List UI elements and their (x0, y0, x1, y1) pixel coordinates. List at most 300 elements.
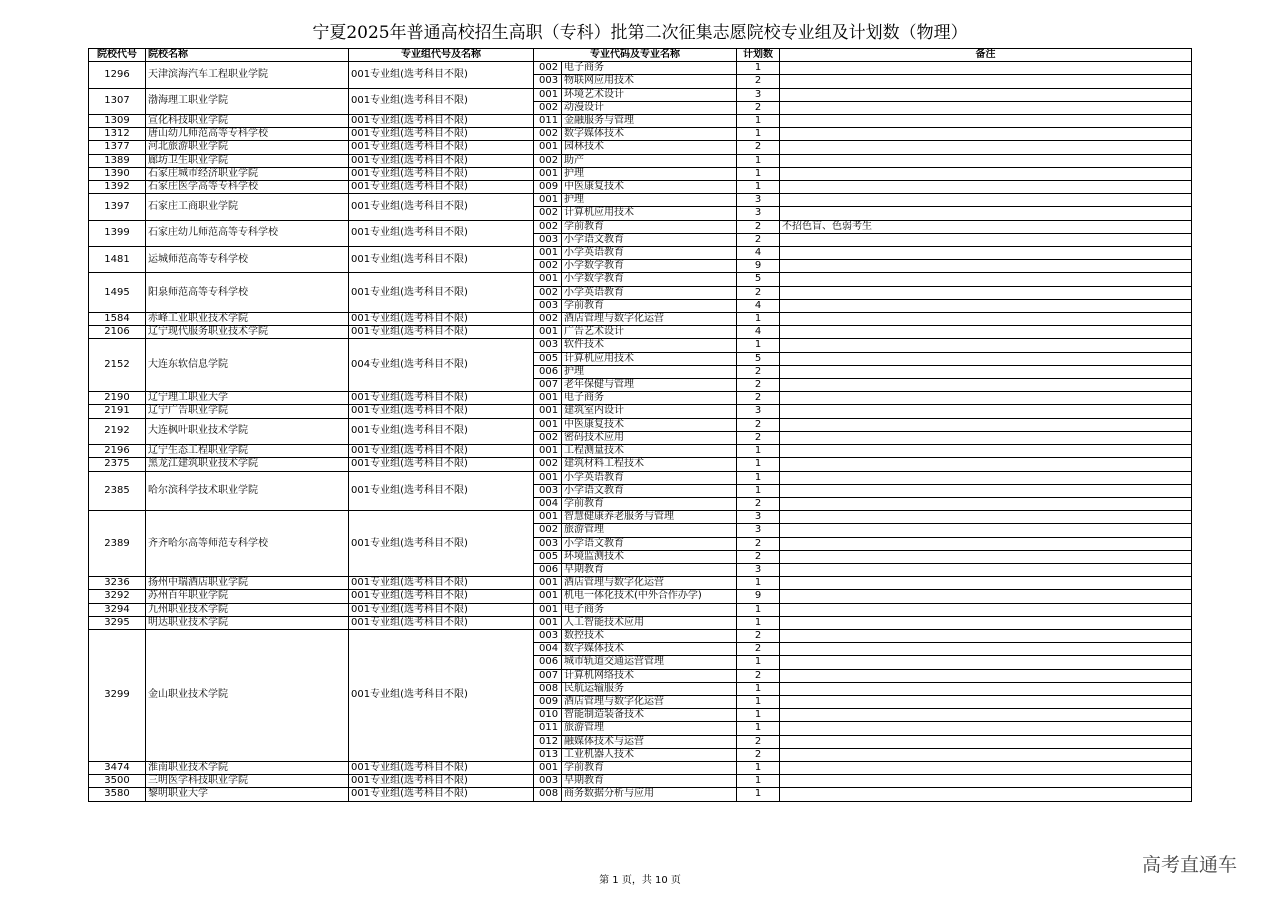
plan-count-cell: 2 (737, 101, 780, 114)
plan-count-cell: 1 (737, 682, 780, 695)
major-name-cell: 数字媒体技术 (562, 128, 737, 141)
plan-count-cell: 2 (737, 669, 780, 682)
note-cell (780, 537, 1192, 550)
school-code-cell: 1296 (89, 62, 146, 88)
school-name-cell: 石家庄医学高等专科学校 (146, 181, 349, 194)
group-cell: 001专业组(选考科目不限) (349, 220, 534, 246)
group-cell: 001专业组(选考科目不限) (349, 577, 534, 590)
note-cell (780, 101, 1192, 114)
major-code-cell: 001 (534, 418, 562, 431)
group-cell: 001专业组(选考科目不限) (349, 603, 534, 616)
plan-count-cell: 2 (737, 497, 780, 510)
group-cell: 001专业组(选考科目不限) (349, 392, 534, 405)
school-code-cell: 3292 (89, 590, 146, 603)
plan-count-cell: 2 (737, 748, 780, 761)
table-row (89, 511, 1192, 524)
school-name-cell: 淮南职业技术学院 (146, 761, 349, 774)
note-cell (780, 669, 1192, 682)
table-row (89, 603, 1192, 616)
page-title: 宁夏2025年普通高校招生高职（专科）批第二次征集志愿院校专业组及计划数（物理） (312, 23, 968, 43)
major-name-cell: 广告艺术设计 (562, 326, 737, 339)
note-cell (780, 181, 1192, 194)
major-name-cell: 小学英语教育 (562, 286, 737, 299)
major-code-cell: 003 (534, 775, 562, 788)
table-row (89, 471, 1192, 484)
school-code-cell: 1392 (89, 181, 146, 194)
school-code-cell: 3236 (89, 577, 146, 590)
major-code-cell: 002 (534, 101, 562, 114)
major-name-cell: 工程测量技术 (562, 445, 737, 458)
major-code-cell: 001 (534, 88, 562, 101)
table-row (89, 590, 1192, 603)
note-cell (780, 260, 1192, 273)
plan-count-cell: 1 (737, 788, 780, 801)
major-code-cell: 001 (534, 761, 562, 774)
major-code-cell: 013 (534, 748, 562, 761)
major-code-cell: 001 (534, 273, 562, 286)
school-name-cell: 河北旅游职业学院 (146, 141, 349, 154)
plan-count-cell: 4 (737, 247, 780, 260)
plan-count-cell: 1 (737, 313, 780, 326)
plan-count-cell: 2 (737, 379, 780, 392)
major-code-cell: 003 (534, 629, 562, 642)
note-cell (780, 207, 1192, 220)
header-school-name: 院校名称 (146, 49, 349, 62)
header-note: 备注 (780, 49, 1192, 62)
major-name-cell: 小学英语教育 (562, 471, 737, 484)
group-cell: 001专业组(选考科目不限) (349, 761, 534, 774)
group-cell: 001专业组(选考科目不限) (349, 445, 534, 458)
school-code-cell: 1399 (89, 220, 146, 246)
table-row (89, 167, 1192, 180)
major-name-cell: 早期教育 (562, 775, 737, 788)
note-cell (780, 788, 1192, 801)
table-row (89, 629, 1192, 642)
plan-count-cell: 1 (737, 154, 780, 167)
group-cell: 001专业组(选考科目不限) (349, 458, 534, 471)
note-cell (780, 154, 1192, 167)
plan-count-cell: 2 (737, 220, 780, 233)
school-name-cell: 大连东软信息学院 (146, 339, 349, 392)
major-name-cell: 小学英语教育 (562, 247, 737, 260)
major-name-cell: 密码技术应用 (562, 431, 737, 444)
plan-count-cell: 1 (737, 656, 780, 669)
major-name-cell: 学前教育 (562, 220, 737, 233)
major-code-cell: 005 (534, 352, 562, 365)
major-name-cell: 环境监测技术 (562, 550, 737, 563)
table-row (89, 405, 1192, 418)
major-code-cell: 002 (534, 524, 562, 537)
table-row (89, 761, 1192, 774)
plan-count-cell: 1 (737, 471, 780, 484)
school-code-cell: 3500 (89, 775, 146, 788)
major-name-cell: 旅游管理 (562, 722, 737, 735)
group-cell: 001专业组(选考科目不限) (349, 616, 534, 629)
group-cell: 001专业组(选考科目不限) (349, 128, 534, 141)
school-name-cell: 黎明职业大学 (146, 788, 349, 801)
note-cell (780, 616, 1192, 629)
major-code-cell: 011 (534, 722, 562, 735)
school-name-cell: 扬州中瑞酒店职业学院 (146, 577, 349, 590)
note-cell (780, 761, 1192, 774)
school-code-cell: 2389 (89, 511, 146, 577)
plan-count-cell: 5 (737, 273, 780, 286)
major-code-cell: 002 (534, 260, 562, 273)
school-name-cell: 辽宁广告职业学院 (146, 405, 349, 418)
major-code-cell: 001 (534, 141, 562, 154)
plan-count-cell: 1 (737, 577, 780, 590)
table-row (89, 775, 1192, 788)
group-cell: 001专业组(选考科目不限) (349, 313, 534, 326)
major-code-cell: 009 (534, 181, 562, 194)
major-code-cell: 002 (534, 154, 562, 167)
plan-count-cell: 1 (737, 445, 780, 458)
major-code-cell: 001 (534, 616, 562, 629)
note-cell (780, 352, 1192, 365)
major-name-cell: 老年保健与管理 (562, 379, 737, 392)
note-cell (780, 405, 1192, 418)
major-name-cell: 金融服务与管理 (562, 115, 737, 128)
plan-count-cell: 2 (737, 75, 780, 88)
plan-count-cell: 2 (737, 629, 780, 642)
school-name-cell: 赤峰工业职业技术学院 (146, 313, 349, 326)
plan-count-cell: 1 (737, 128, 780, 141)
major-name-cell: 酒店管理与数字化运营 (562, 577, 737, 590)
note-cell (780, 695, 1192, 708)
major-code-cell: 001 (534, 247, 562, 260)
note-cell (780, 379, 1192, 392)
major-name-cell: 小学数学教育 (562, 260, 737, 273)
major-name-cell: 小学语文教育 (562, 484, 737, 497)
note-cell (780, 603, 1192, 616)
school-name-cell: 三明医学科技职业学院 (146, 775, 349, 788)
note-cell (780, 590, 1192, 603)
school-code-cell: 1307 (89, 88, 146, 114)
school-name-cell: 运城师范高等专科学校 (146, 247, 349, 273)
group-cell: 001专业组(选考科目不限) (349, 405, 534, 418)
major-code-cell: 006 (534, 563, 562, 576)
group-cell: 001专业组(选考科目不限) (349, 629, 534, 761)
school-code-cell: 2152 (89, 339, 146, 392)
table-row (89, 458, 1192, 471)
table-row (89, 181, 1192, 194)
major-name-cell: 动漫设计 (562, 101, 737, 114)
plan-count-cell: 2 (737, 392, 780, 405)
note-cell (780, 62, 1192, 75)
table-row (89, 788, 1192, 801)
school-code-cell: 3299 (89, 629, 146, 761)
major-name-cell: 旅游管理 (562, 524, 737, 537)
group-cell: 001专业组(选考科目不限) (349, 326, 534, 339)
major-name-cell: 电子商务 (562, 392, 737, 405)
group-cell: 001专业组(选考科目不限) (349, 788, 534, 801)
major-name-cell: 小学数学教育 (562, 273, 737, 286)
major-name-cell: 早期教育 (562, 563, 737, 576)
plan-count-cell: 3 (737, 207, 780, 220)
major-name-cell: 智能制造装备技术 (562, 709, 737, 722)
plan-count-cell: 3 (737, 524, 780, 537)
major-name-cell: 护理 (562, 194, 737, 207)
note-cell (780, 709, 1192, 722)
note-cell (780, 365, 1192, 378)
group-cell: 001专业组(选考科目不限) (349, 141, 534, 154)
school-code-cell: 2192 (89, 418, 146, 444)
major-code-cell: 003 (534, 484, 562, 497)
group-cell: 001专业组(选考科目不限) (349, 418, 534, 444)
major-code-cell: 001 (534, 167, 562, 180)
major-name-cell: 电子商务 (562, 62, 737, 75)
note-cell (780, 629, 1192, 642)
group-cell: 001专业组(选考科目不限) (349, 181, 534, 194)
major-code-cell: 006 (534, 365, 562, 378)
note-cell (780, 339, 1192, 352)
note-cell (780, 286, 1192, 299)
plan-count-cell: 1 (737, 181, 780, 194)
major-code-cell: 001 (534, 326, 562, 339)
major-name-cell: 数字媒体技术 (562, 643, 737, 656)
major-code-cell: 008 (534, 788, 562, 801)
school-code-cell: 1495 (89, 273, 146, 313)
plan-count-cell: 2 (737, 418, 780, 431)
major-code-cell: 005 (534, 550, 562, 563)
major-name-cell: 学前教育 (562, 761, 737, 774)
note-cell (780, 75, 1192, 88)
group-cell: 001专业组(选考科目不限) (349, 194, 534, 220)
school-code-cell: 1389 (89, 154, 146, 167)
table-row (89, 445, 1192, 458)
group-cell: 001专业组(选考科目不限) (349, 167, 534, 180)
table-row (89, 339, 1192, 352)
note-cell (780, 313, 1192, 326)
note-cell (780, 643, 1192, 656)
major-code-cell: 001 (534, 445, 562, 458)
school-name-cell: 廊坊卫生职业学院 (146, 154, 349, 167)
note-cell (780, 656, 1192, 669)
note-cell (780, 273, 1192, 286)
major-name-cell: 小学语文教育 (562, 233, 737, 246)
school-name-cell: 苏州百年职业学院 (146, 590, 349, 603)
major-name-cell: 工业机器人技术 (562, 748, 737, 761)
table-row (89, 577, 1192, 590)
major-code-cell: 003 (534, 339, 562, 352)
note-cell (780, 299, 1192, 312)
plan-count-cell: 2 (737, 233, 780, 246)
plan-count-cell: 3 (737, 511, 780, 524)
school-name-cell: 阳泉师范高等专科学校 (146, 273, 349, 313)
table-row (89, 247, 1192, 260)
school-name-cell: 辽宁现代服务职业技术学院 (146, 326, 349, 339)
watermark-logo: 高考直通车 (1142, 854, 1238, 876)
plan-count-cell: 2 (737, 365, 780, 378)
major-code-cell: 002 (534, 128, 562, 141)
major-code-cell: 003 (534, 75, 562, 88)
table-row (89, 273, 1192, 286)
note-cell (780, 326, 1192, 339)
header-plan-count: 计划数 (737, 49, 780, 62)
note-cell (780, 247, 1192, 260)
school-code-cell: 1377 (89, 141, 146, 154)
major-name-cell: 护理 (562, 167, 737, 180)
plan-count-cell: 3 (737, 405, 780, 418)
major-code-cell: 011 (534, 115, 562, 128)
major-name-cell: 城市轨道交通运营管理 (562, 656, 737, 669)
table-header-row (89, 49, 1192, 62)
major-name-cell: 学前教育 (562, 497, 737, 510)
school-code-cell: 1390 (89, 167, 146, 180)
note-cell (780, 563, 1192, 576)
header-group: 专业组代号及名称 (349, 49, 534, 62)
note-cell (780, 682, 1192, 695)
plan-count-cell: 5 (737, 352, 780, 365)
school-code-cell: 2190 (89, 392, 146, 405)
school-name-cell: 明达职业技术学院 (146, 616, 349, 629)
school-code-cell: 1481 (89, 247, 146, 273)
major-name-cell: 民航运输服务 (562, 682, 737, 695)
plan-count-cell: 2 (737, 141, 780, 154)
school-name-cell: 宣化科技职业学院 (146, 115, 349, 128)
plan-count-cell: 2 (737, 537, 780, 550)
plan-count-cell: 3 (737, 194, 780, 207)
school-name-cell: 渤海理工职业学院 (146, 88, 349, 114)
note-cell (780, 497, 1192, 510)
major-code-cell: 003 (534, 299, 562, 312)
major-name-cell: 计算机应用技术 (562, 352, 737, 365)
header-school-code: 院校代号 (89, 49, 146, 62)
major-code-cell: 001 (534, 603, 562, 616)
major-code-cell: 002 (534, 458, 562, 471)
school-name-cell: 唐山幼儿师范高等专科学校 (146, 128, 349, 141)
major-name-cell: 智慧健康养老服务与管理 (562, 511, 737, 524)
major-code-cell: 007 (534, 379, 562, 392)
major-name-cell: 建筑室内设计 (562, 405, 737, 418)
school-name-cell: 天津滨海汽车工程职业学院 (146, 62, 349, 88)
note-cell (780, 233, 1192, 246)
group-cell: 001专业组(选考科目不限) (349, 62, 534, 88)
school-code-cell: 1584 (89, 313, 146, 326)
major-name-cell: 学前教育 (562, 299, 737, 312)
plan-count-cell: 1 (737, 62, 780, 75)
major-name-cell: 助产 (562, 154, 737, 167)
school-code-cell: 2106 (89, 326, 146, 339)
major-name-cell: 环境艺术设计 (562, 88, 737, 101)
major-code-cell: 002 (534, 313, 562, 326)
school-name-cell: 石家庄城市经济职业学院 (146, 167, 349, 180)
school-code-cell: 2191 (89, 405, 146, 418)
major-code-cell: 006 (534, 656, 562, 669)
note-cell (780, 115, 1192, 128)
school-code-cell: 3580 (89, 788, 146, 801)
major-code-cell: 001 (534, 511, 562, 524)
major-code-cell: 002 (534, 286, 562, 299)
note-cell (780, 748, 1192, 761)
note-cell (780, 88, 1192, 101)
plan-count-cell: 2 (737, 431, 780, 444)
plan-count-cell: 4 (737, 299, 780, 312)
school-name-cell: 石家庄工商职业学院 (146, 194, 349, 220)
table-row (89, 418, 1192, 431)
note-cell (780, 471, 1192, 484)
page-footer: 第 1 页，共 10 页 (599, 875, 681, 886)
note-cell (780, 167, 1192, 180)
major-code-cell: 008 (534, 682, 562, 695)
note-cell (780, 524, 1192, 537)
group-cell: 001专业组(选考科目不限) (349, 154, 534, 167)
table-row (89, 313, 1192, 326)
major-code-cell: 010 (534, 709, 562, 722)
note-cell (780, 722, 1192, 735)
major-code-cell: 001 (534, 590, 562, 603)
note-cell (780, 458, 1192, 471)
table-row (89, 220, 1192, 233)
group-cell: 001专业组(选考科目不限) (349, 115, 534, 128)
major-code-cell: 002 (534, 62, 562, 75)
note-cell (780, 194, 1192, 207)
school-code-cell: 1397 (89, 194, 146, 220)
note-cell (780, 511, 1192, 524)
note-cell (780, 128, 1192, 141)
school-code-cell: 2385 (89, 471, 146, 511)
major-name-cell: 计算机应用技术 (562, 207, 737, 220)
group-cell: 004专业组(选考科目不限) (349, 339, 534, 392)
plan-count-cell: 1 (737, 484, 780, 497)
enrollment-plan-table (88, 48, 1192, 802)
major-name-cell: 护理 (562, 365, 737, 378)
note-cell (780, 550, 1192, 563)
school-code-cell: 2196 (89, 445, 146, 458)
school-code-cell: 1309 (89, 115, 146, 128)
table-row (89, 128, 1192, 141)
plan-count-cell: 1 (737, 709, 780, 722)
school-name-cell: 辽宁理工职业大学 (146, 392, 349, 405)
major-code-cell: 003 (534, 233, 562, 246)
major-name-cell: 中医康复技术 (562, 181, 737, 194)
major-name-cell: 商务数据分析与应用 (562, 788, 737, 801)
note-cell (780, 484, 1192, 497)
plan-count-cell: 3 (737, 88, 780, 101)
major-name-cell: 中医康复技术 (562, 418, 737, 431)
plan-count-cell: 1 (737, 458, 780, 471)
note-cell (780, 735, 1192, 748)
group-cell: 001专业组(选考科目不限) (349, 88, 534, 114)
table-row (89, 88, 1192, 101)
plan-count-cell: 1 (737, 603, 780, 616)
major-name-cell: 机电一体化技术(中外合作办学) (562, 590, 737, 603)
major-code-cell: 001 (534, 577, 562, 590)
major-name-cell: 酒店管理与数字化运营 (562, 695, 737, 708)
plan-count-cell: 1 (737, 695, 780, 708)
group-cell: 001专业组(选考科目不限) (349, 590, 534, 603)
table-row (89, 392, 1192, 405)
school-code-cell: 3295 (89, 616, 146, 629)
plan-count-cell: 1 (737, 167, 780, 180)
major-name-cell: 物联网应用技术 (562, 75, 737, 88)
school-name-cell: 齐齐哈尔高等师范专科学校 (146, 511, 349, 577)
plan-count-cell: 1 (737, 722, 780, 735)
table-row (89, 616, 1192, 629)
header-major: 专业代码及专业名称 (534, 49, 737, 62)
school-name-cell: 哈尔滨科学技术职业学院 (146, 471, 349, 511)
plan-count-cell: 1 (737, 339, 780, 352)
plan-count-cell: 3 (737, 563, 780, 576)
table-row (89, 194, 1192, 207)
group-cell: 001专业组(选考科目不限) (349, 775, 534, 788)
school-name-cell: 金山职业技术学院 (146, 629, 349, 761)
note-cell (780, 431, 1192, 444)
table-row (89, 326, 1192, 339)
major-code-cell: 004 (534, 497, 562, 510)
plan-count-cell: 2 (737, 735, 780, 748)
table-row (89, 115, 1192, 128)
